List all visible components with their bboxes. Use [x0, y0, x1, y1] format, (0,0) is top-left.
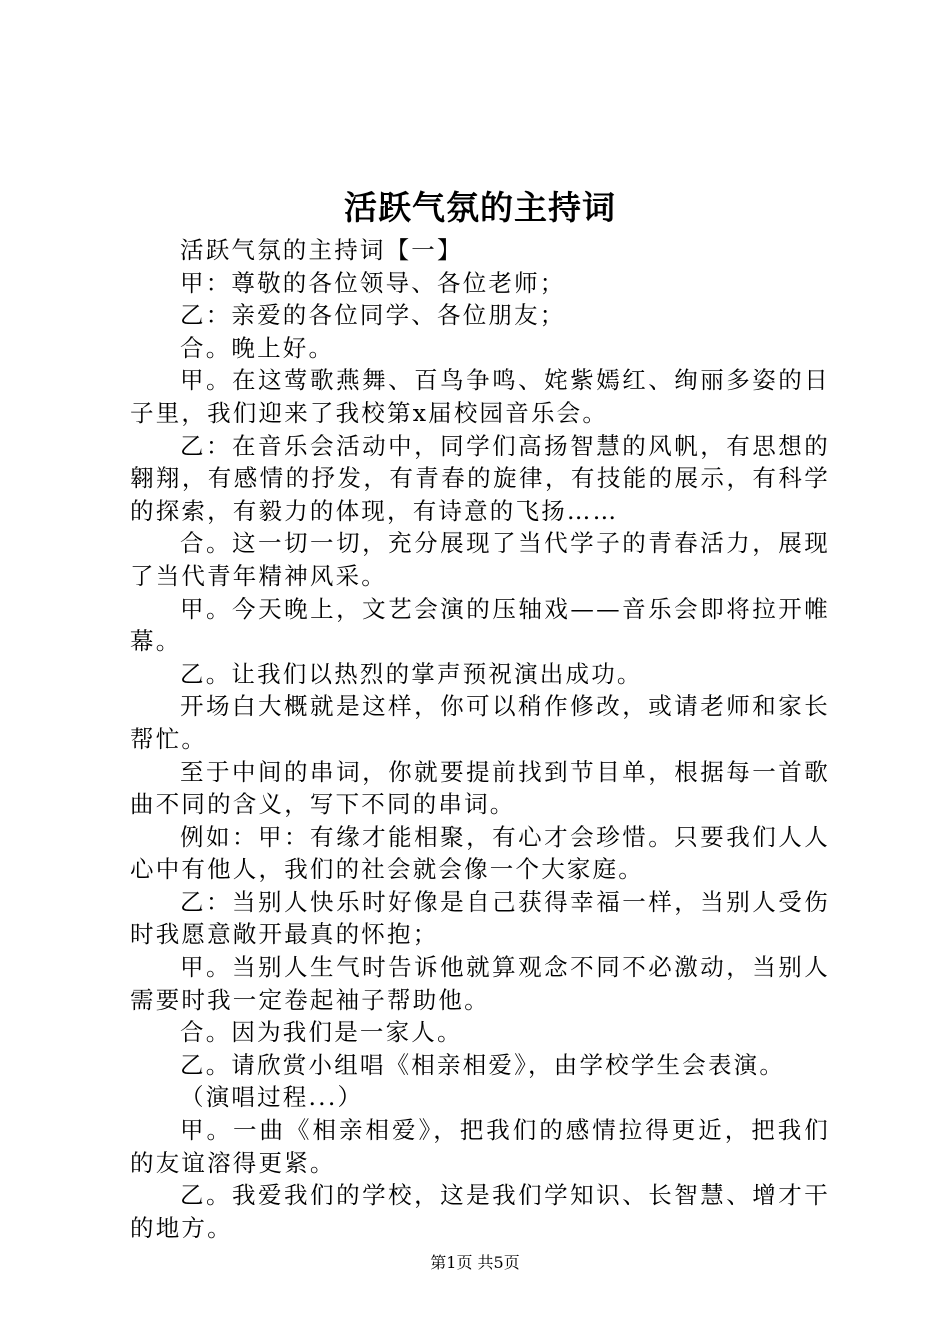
paragraph: 乙。请欣赏小组唱《相亲相爱》，由学校学生会表演。: [180, 1050, 786, 1079]
paragraph: 甲。今天晚上，文艺会演的压轴戏——音乐会即将拉开帷幕。: [130, 594, 830, 656]
paragraph: 至于中间的串词，你就要提前找到节目单，根据每一首歌曲不同的含义，写下不同的串词。: [130, 757, 830, 819]
paragraph: 活跃气氛的主持词【一】: [180, 236, 463, 264]
document-title: 活跃气氛的主持词: [344, 188, 616, 227]
page-footer: 第1页 共5页: [430, 1253, 520, 1272]
paragraph: 甲。一曲《相亲相爱》，把我们的感情拉得更近，把我们的友谊溶得更紧。: [130, 1116, 830, 1177]
paragraph: 开场白大概就是这样，你可以稍作修改，或请老师和家长帮忙。: [130, 692, 830, 753]
paragraph: 甲。在这莺歌燕舞、百鸟争鸣、姹紫嫣红、绚丽多姿的日子里，我们迎来了我校第x届校园音乐会。: [130, 366, 830, 427]
paragraph: 甲。当别人生气时告诉他就算观念不同不必激动，当别人需要时我一定卷起袖子帮助他。: [130, 953, 830, 1014]
paragraph: 乙。我爱我们的学校，这是我们学知识、长智慧、增才干的地方。: [130, 1181, 830, 1242]
paragraph: 乙：当别人快乐时好像是自己获得幸福一样，当别人受伤时我愿意敞开最真的怀抱；: [130, 887, 830, 949]
paragraph: 乙：在音乐会活动中，同学们高扬智慧的风帆，有思想的翱翔，有感情的抒发，有青春的旋律，有技能的展示，有科学的探索，有毅力的体现，有诗意的飞扬……: [130, 431, 830, 525]
paragraph: 乙。让我们以热烈的掌声预祝演出成功。: [180, 659, 643, 688]
paragraph: （演唱过程...）: [180, 1083, 364, 1112]
paragraph: 甲：尊敬的各位领导、各位老师；: [180, 268, 566, 297]
paragraph: 合。晚上好。: [180, 333, 335, 362]
paragraph: 合。这一切一切，充分展现了当代学子的青春活力，展现了当代青年精神风采。: [130, 529, 830, 590]
paragraph: 合。因为我们是一家人。: [180, 1018, 463, 1047]
document-body: [130, 234, 830, 1244]
document-page: [130, 0, 830, 1344]
paragraph: 例如：甲：有缘才能相聚，有心才会珍惜。只要我们人人心中有他人，我们的社会就会像一个大家庭。: [130, 822, 830, 884]
paragraph: 乙：亲爱的各位同学、各位朋友；: [180, 301, 566, 330]
